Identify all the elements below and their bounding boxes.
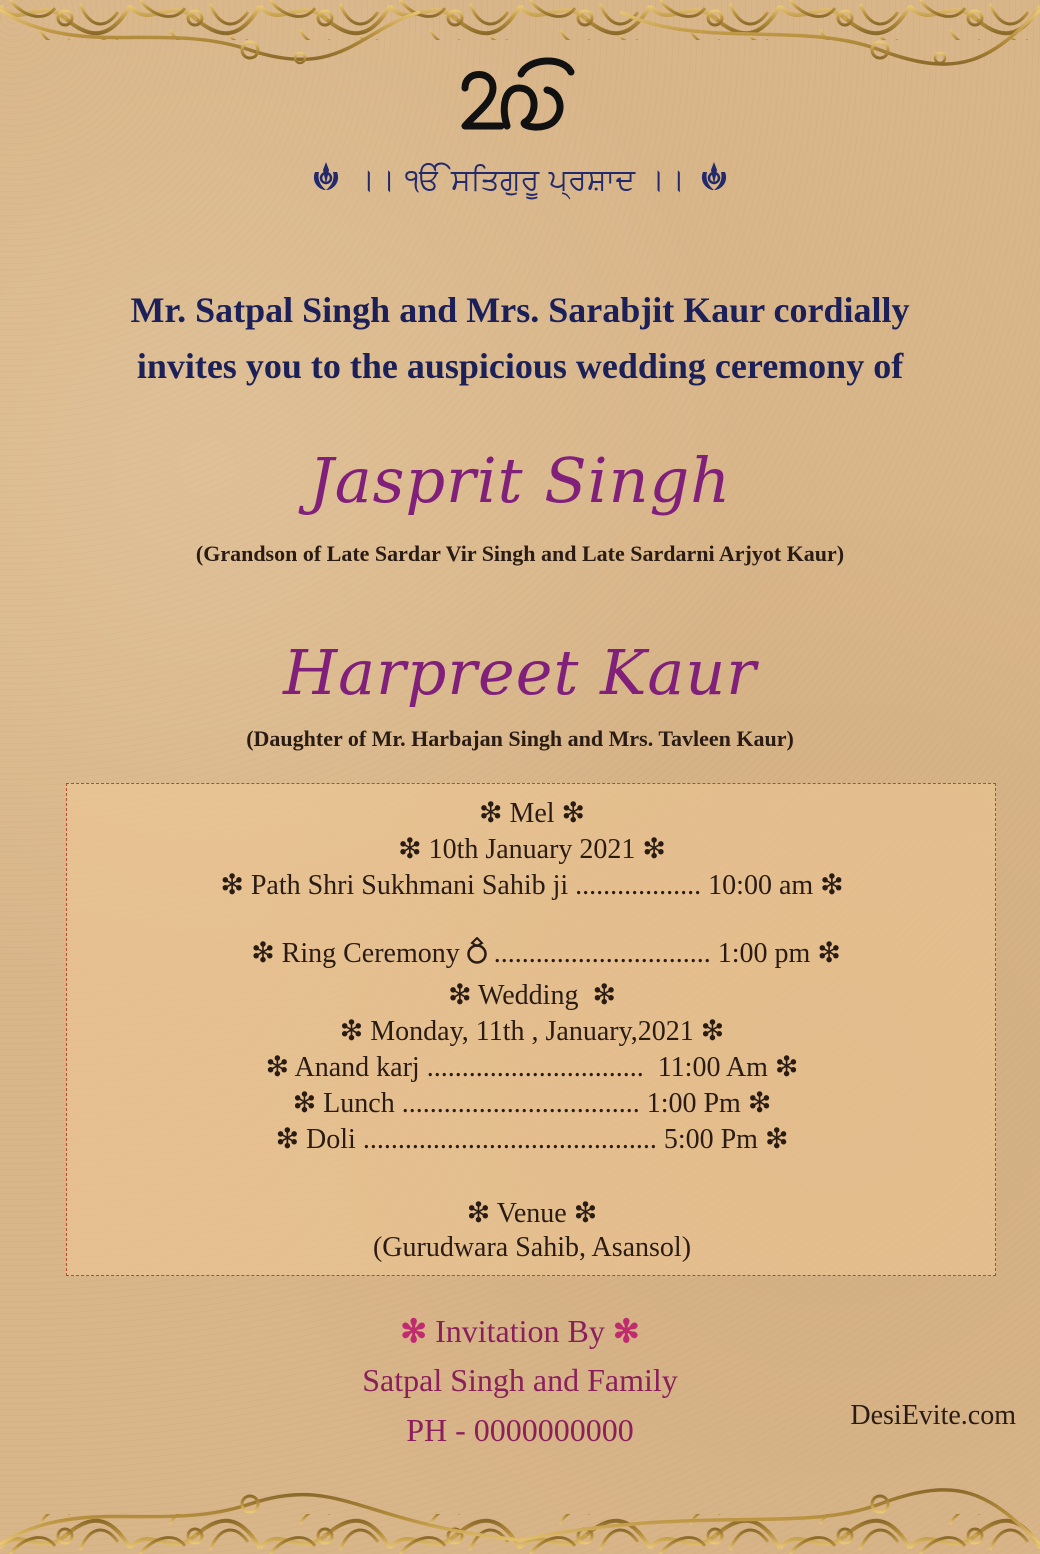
ik-onkar-symbol: [0, 52, 1040, 147]
mel-item-path: ❇ Path Shri Sukhmani Sahib ji .................. 10:00 am ❇: [220, 870, 844, 901]
ring-ceremony-time: ............................... 1:00 pm ❇: [493, 938, 841, 969]
intro-line-2: invites you to the auspicious wedding ceremony of: [136, 346, 904, 386]
ik-onkar-icon: [455, 52, 585, 142]
invitation-by-label: Invitation By: [435, 1313, 605, 1349]
asterisk-icon: ✻: [612, 1313, 640, 1349]
mel-date: ❇ 10th January 2021 ❇: [398, 834, 666, 865]
wedding-title: ❇ Wedding ❇: [448, 980, 616, 1011]
mool-mantar-line: [0, 162, 1040, 200]
wedding-date: ❇ Monday, 11th , January,2021 ❇: [339, 1016, 725, 1047]
wedding-item-anand-karj: ❇ Anand karj ............................... 11:00 Am ❇: [265, 1052, 799, 1083]
ring-ceremony-label: ❇ Ring Ceremony: [251, 938, 460, 969]
ring-icon: [466, 937, 488, 973]
floral-border-icon: [0, 1482, 1040, 1554]
wedding-item-lunch: ❇ Lunch .................................. 1:00 Pm ❇: [292, 1088, 772, 1119]
event-details-box: [66, 783, 996, 1276]
groom-relation: (Grandson of Late Sardar Vir Singh and Late Sardarni Arjyot Kaur): [195, 541, 845, 566]
venue-name: (Gurudwara Sahib, Asansol): [372, 1232, 692, 1263]
intro-line-1: Mr. Satpal Singh and Mrs. Sarabjit Kaur cordially: [130, 290, 910, 330]
mool-mantar-text: ।। ੴ ਸਤਿਗੁਰੂ ਪ੍ਰਸ਼ਾਦ ।।: [354, 162, 686, 198]
bride-relation: (Daughter of Mr. Harbajan Singh and Mrs. Tavleen Kaur): [246, 726, 794, 751]
brand-watermark: DesiEvite.com: [850, 1400, 1016, 1431]
asterisk-icon: ✻: [400, 1313, 428, 1349]
invitation-intro: [40, 282, 1000, 394]
khanda-icon: [313, 162, 339, 200]
khanda-icon: [701, 162, 727, 200]
mel-title: ❇ Mel ❇: [478, 798, 586, 829]
bride-name: Harpreet Kaur: [283, 636, 757, 709]
venue-title: ❇ Venue ❇: [466, 1198, 598, 1229]
invitation-family: Satpal Singh and Family: [362, 1362, 678, 1398]
bottom-ornamental-border: [0, 1482, 1040, 1554]
invitation-by: [0, 1312, 1040, 1350]
wedding-item-doli: ❇ Doli .......................................... 5:00 Pm ❇: [275, 1124, 789, 1155]
groom-name: Jasprit Singh: [308, 444, 732, 517]
invitation-phone: PH - 0000000000: [406, 1412, 634, 1448]
